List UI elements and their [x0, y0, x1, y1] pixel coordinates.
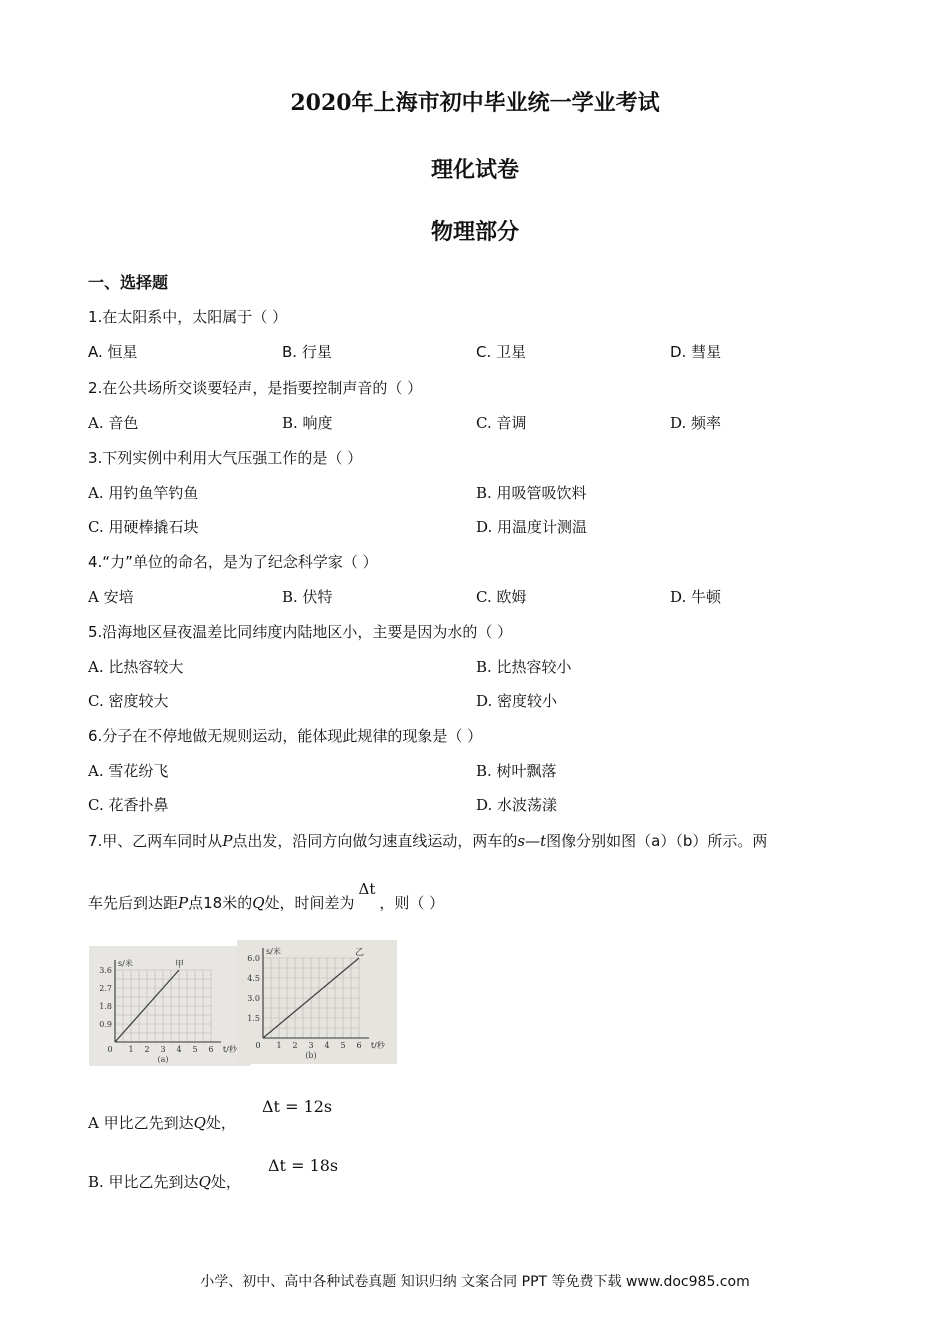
q5-option-c: C. 密度较大 — [88, 692, 169, 710]
graph-b-x-tick-label: 4 — [324, 1041, 330, 1050]
graph-a-x-tick-label: 1 — [128, 1045, 134, 1054]
graph-b-svg — [237, 940, 397, 1064]
graph-a-series-label: 甲 — [175, 960, 185, 970]
graph-b-x-tick-label: 3 — [308, 1041, 314, 1050]
question-3-stem: 3.下列实例中利用大气压强工作的是（ ） — [88, 449, 363, 467]
q1-option-d: D. 彗星 — [670, 343, 722, 361]
question-2-stem: 2.在公共场所交谈要轻声，是指要控制声音的（ ） — [88, 379, 423, 397]
graph-a-y-tick-label: 0.9 — [99, 1020, 112, 1029]
q1-option-a: A. 恒星 — [88, 343, 138, 361]
q4-option-c: C. 欧姆 — [476, 588, 527, 606]
q5-option-a: A. 比热容较大 — [88, 658, 184, 676]
question-1-stem: 1.在太阳系中，太阳属于（ ） — [88, 308, 288, 326]
graph-b — [237, 940, 397, 1064]
q2-option-a: A. 音色 — [88, 414, 139, 432]
paper-subtitle: 理化试卷 — [430, 157, 519, 183]
q6-option-b: B. 树叶飘落 — [476, 762, 557, 780]
graph-b-y-tick-label: 3.0 — [247, 994, 260, 1003]
q4-option-d: D. 牛顿 — [670, 588, 722, 606]
graph-a-y-tick-label: 1.8 — [99, 1002, 112, 1011]
delta-t-symbol: Δt — [358, 880, 376, 898]
part-title: 物理部分 — [430, 219, 519, 245]
graph-b-caption: (b) — [305, 1051, 317, 1060]
graph-a-x-tick-label: 5 — [192, 1045, 198, 1054]
q1-option-c: C. 卫星 — [476, 343, 527, 361]
graph-b-x-tick-label: 6 — [356, 1041, 362, 1050]
question-7-stem-line2: 车先后到达距P点18米的Q处，时间差为Δt，则（ ） — [88, 880, 445, 912]
q4-option-a: A 安培 — [88, 588, 134, 606]
graph-a-x-tick-label: 2 — [144, 1045, 150, 1054]
q5-option-d: D. 密度较小 — [476, 692, 558, 710]
graph-b-y-tick-label: 4.5 — [247, 974, 260, 983]
point-p: P — [222, 832, 233, 850]
graph-a-x-tick-label: 4 — [176, 1045, 182, 1054]
graph-b-y-axis-label: s/米 — [266, 947, 281, 956]
graph-a-caption: (a) — [157, 1055, 169, 1064]
q4-option-b: B. 伏特 — [282, 588, 333, 606]
footer-text: 小学、初中、高中各种试卷真题 知识归纳 文案合同 PPT 等免费下载 www.doc985.com — [200, 1274, 750, 1290]
question-7-stem-line1: 7.甲、乙两车同时从P点出发，沿同方向做匀速直线运动，两车的s—t图像分别如图（a）（b）所示。两 — [88, 832, 768, 850]
graph-b-x-tick-label: 5 — [340, 1041, 346, 1050]
graph-a-y-tick-label: 3.6 — [99, 966, 112, 975]
q2-option-b: B. 响度 — [282, 414, 333, 432]
graph-b-x-axis-label: t/秒 — [371, 1041, 385, 1050]
graph-a — [89, 946, 251, 1066]
graph-a-y-tick-label: 2.7 — [99, 984, 112, 993]
q3-option-b: B. 用吸管吸饮料 — [476, 484, 587, 502]
graph-a-svg — [89, 946, 251, 1066]
q6-option-d: D. 水波荡漾 — [476, 796, 558, 814]
q2-option-c: C. 音调 — [476, 414, 527, 432]
graph-b-x-tick-label: 0 — [255, 1041, 261, 1050]
graph-a-x-tick-label: 6 — [208, 1045, 214, 1054]
q1-option-b: B. 行星 — [282, 343, 332, 361]
q3-option-d: D. 用温度计测温 — [476, 518, 588, 536]
question-6-stem: 6.分子在不停地做无规则运动，能体现此规律的现象是（ ） — [88, 727, 483, 745]
graph-a-x-tick-label: 3 — [160, 1045, 166, 1054]
s-t-label: s—t — [517, 832, 547, 850]
q7-option-a: A 甲比乙先到达Q处， — [88, 1114, 236, 1132]
graph-b-series-label: 乙 — [355, 948, 365, 958]
section-heading: 一、选择题 — [88, 273, 169, 292]
q7-option-b-math: Δt = 18s — [268, 1156, 339, 1175]
q7-option-b: B. 甲比乙先到达Q处， — [88, 1173, 241, 1191]
graph-a-x-axis-label: t/秒 — [223, 1045, 237, 1054]
graph-b-y-tick-label: 1.5 — [247, 1014, 260, 1023]
exam-title: 2020年上海市初中毕业统一学业考试 — [290, 90, 660, 116]
graph-b-x-tick-label: 2 — [292, 1041, 298, 1050]
question-5-stem: 5.沿海地区昼夜温差比同纬度内陆地区小，主要是因为水的（ ） — [88, 623, 513, 641]
q6-option-a: A. 雪花纷飞 — [88, 762, 169, 780]
q7-option-a-math: Δt = 12s — [262, 1097, 333, 1116]
graph-b-y-tick-label: 6.0 — [247, 954, 260, 963]
q2-option-d: D. 频率 — [670, 414, 722, 432]
q5-option-b: B. 比热容较小 — [476, 658, 572, 676]
graph-a-y-axis-label: s/米 — [118, 959, 133, 968]
point-q: Q — [252, 894, 265, 912]
graph-a-x-tick-label: 0 — [107, 1045, 113, 1054]
q6-option-c: C. 花香扑鼻 — [88, 796, 169, 814]
q3-option-a: A. 用钓鱼竿钓鱼 — [88, 484, 199, 502]
graph-b-x-tick-label: 1 — [276, 1041, 282, 1050]
q3-option-c: C. 用硬棒撬石块 — [88, 518, 199, 536]
question-4-stem: 4.“力”单位的命名，是为了纪念科学家（ ） — [88, 553, 378, 571]
